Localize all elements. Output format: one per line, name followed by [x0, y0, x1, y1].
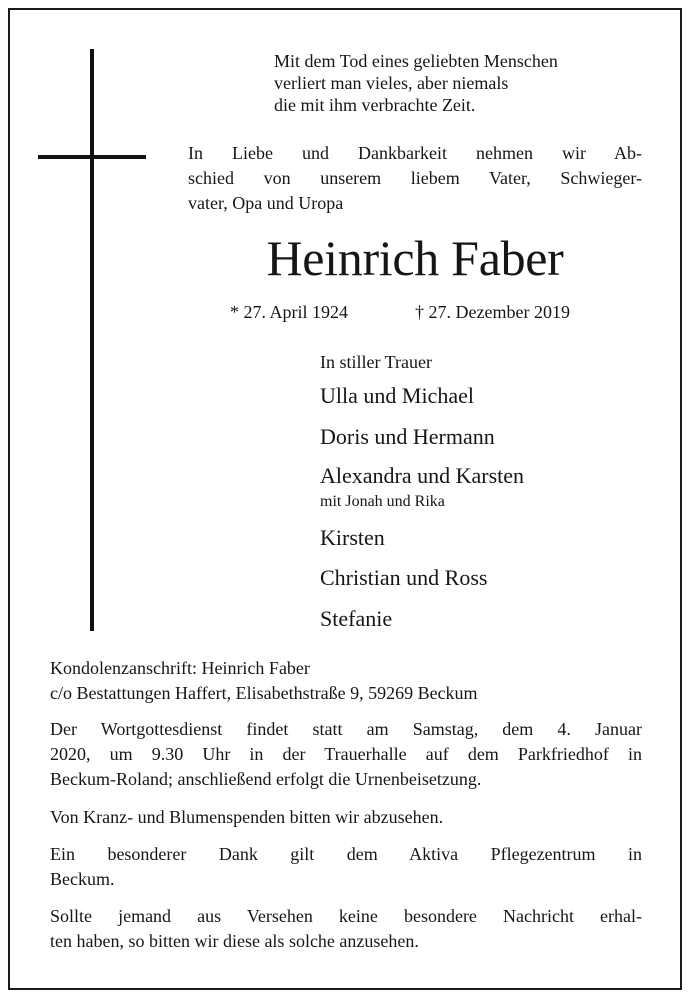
service-line: 2020, um 9.30 Uhr in der Trauerhalle auf dem Parkfriedhof in: [50, 744, 642, 764]
wreath-note: [50, 805, 642, 830]
death-date: † 27. Dezember 2019: [415, 302, 570, 322]
notice-note: [50, 904, 642, 954]
farewell-intro: [188, 141, 642, 216]
mourner-name: Christian und Ross: [320, 565, 488, 590]
notice-line: ten haben, so bitten wir diese als solche anzusehen.: [50, 931, 419, 951]
verse-line: die mit ihm verbrachte Zeit.: [274, 95, 476, 115]
service-line: Der Wortgottesdienst findet statt am Samstag, dem 4. Januar: [50, 719, 642, 739]
service-info: [50, 717, 642, 792]
mourner-name: Stefanie: [320, 606, 393, 631]
thanks-line: Ein besonderer Dank gilt dem Aktiva Pflegezentrum in: [50, 844, 642, 864]
notice-line: Sollte jemand aus Versehen keine besondere Nachricht erhal-: [50, 906, 642, 926]
mourner-subline: mit Jonah und Rika: [320, 493, 445, 510]
memorial-verse: [274, 50, 558, 116]
condolence-line: Kondolenzanschrift: Heinrich Faber: [50, 658, 310, 678]
cross-icon: [90, 49, 94, 631]
thanks-note: [50, 842, 642, 892]
verse-line: Mit dem Tod eines geliebten Menschen: [274, 51, 558, 71]
mourner-name: Kirsten: [320, 525, 385, 550]
cross-icon-bar: [38, 155, 146, 159]
condolence-address: [50, 656, 642, 706]
intro-line: In Liebe und Dankbarkeit nehmen wir Ab-: [188, 143, 642, 163]
thanks-line: Beckum.: [50, 869, 115, 889]
verse-line: verliert man vieles, aber niemals: [274, 73, 509, 93]
deceased-name: Heinrich Faber: [266, 230, 564, 286]
mourner-name: Doris und Hermann: [320, 424, 495, 449]
mourner-name: Ulla und Michael: [320, 383, 474, 408]
service-line: Beckum-Roland; anschließend erfolgt die Urnenbeisetzung.: [50, 769, 482, 789]
mourners-intro: In stiller Trauer: [320, 352, 432, 372]
intro-line: vater, Opa und Uropa: [188, 193, 344, 213]
mourner-name: Alexandra und Karsten: [320, 463, 525, 488]
condolence-line: c/o Bestattungen Haffert, Elisabethstraße 9, 59269 Beckum: [50, 683, 478, 703]
wreath-line: Von Kranz- und Blumenspenden bitten wir abzusehen.: [50, 807, 444, 827]
intro-line: schied von unserem liebem Vater, Schwieger-: [188, 168, 642, 188]
birth-date: * 27. April 1924: [230, 302, 349, 322]
